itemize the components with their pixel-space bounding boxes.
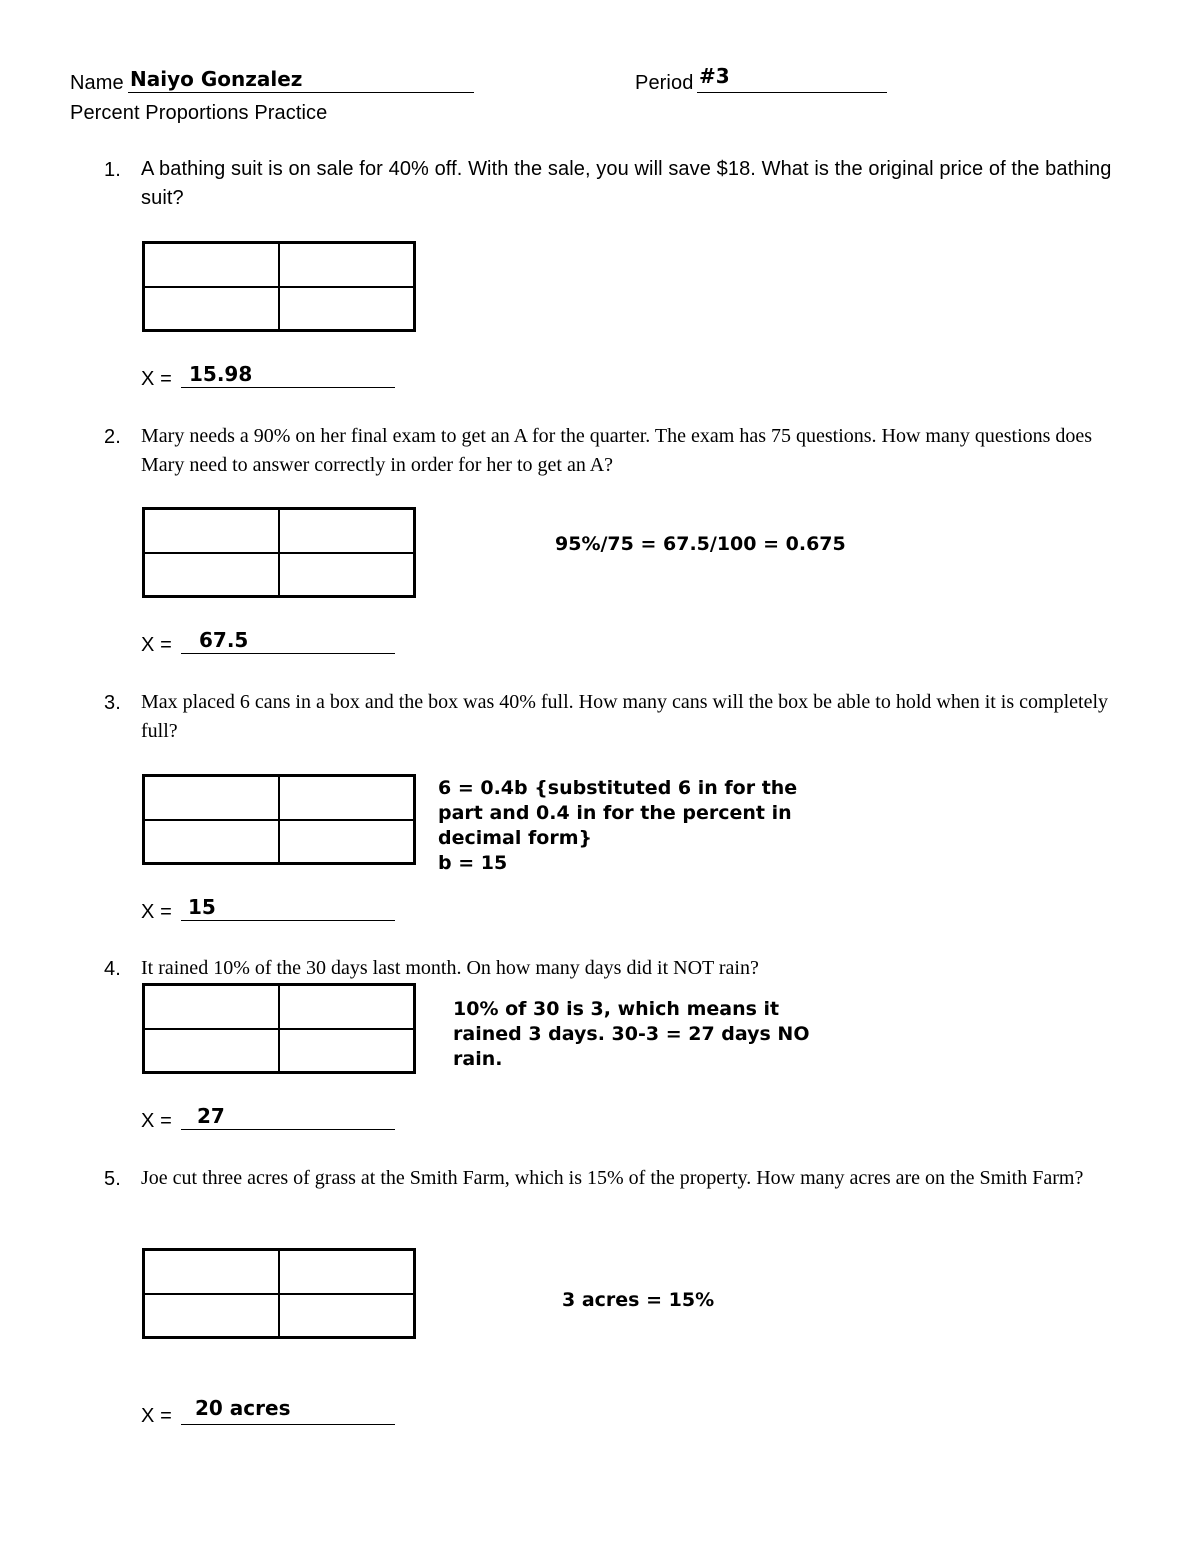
question-text: Max placed 6 cans in a box and the box was 40% full. How many cans will the box be able to hold when it is completely full? xyxy=(141,691,1109,742)
name-underline xyxy=(128,92,474,93)
question-number: 5. xyxy=(104,1168,121,1190)
period-value[interactable]: #3 xyxy=(699,64,730,88)
answer-value[interactable]: 15.98 xyxy=(189,362,253,386)
answer-underline xyxy=(181,1129,395,1130)
answer-value[interactable]: 67.5 xyxy=(199,628,249,652)
question-number: 2. xyxy=(104,426,121,448)
answer-underline xyxy=(181,387,395,388)
name-label: Name xyxy=(70,72,124,94)
proportion-grid xyxy=(142,983,416,1074)
worksheet-title: Percent Proportions Practice xyxy=(70,102,328,124)
answer-underline xyxy=(181,920,395,921)
proportion-grid xyxy=(142,1248,416,1339)
answer-value[interactable]: 15 xyxy=(188,895,216,919)
x-label: X = xyxy=(141,1405,172,1427)
question-text: A bathing suit is on sale for 40% off. With the sale, you will save $18. What is the original price of the bathing suit? xyxy=(141,158,1112,209)
x-label: X = xyxy=(141,1110,172,1132)
answer-underline xyxy=(181,653,395,654)
x-label: X = xyxy=(141,901,172,923)
work-note: 95%/75 = 67.5/100 = 0.675 xyxy=(555,533,846,555)
question-text: Joe cut three acres of grass at the Smith Farm, which is 15% of the property. How many acres are on the Smith Farm? xyxy=(141,1167,1084,1189)
period-underline xyxy=(697,92,887,93)
answer-underline xyxy=(181,1424,395,1425)
student-name[interactable]: Naiyo Gonzalez xyxy=(130,67,303,91)
answer-value[interactable]: 27 xyxy=(197,1104,225,1128)
proportion-grid xyxy=(142,774,416,865)
question-text: It rained 10% of the 30 days last month. On how many days did it NOT rain? xyxy=(141,957,759,979)
question-number: 1. xyxy=(104,159,121,181)
question-number: 4. xyxy=(104,958,121,980)
proportion-grid xyxy=(142,507,416,598)
work-note: 10% of 30 is 3, which means it rained 3 days. 30-3 = 27 days NO rain. xyxy=(453,998,810,1070)
x-label: X = xyxy=(141,634,172,656)
question-text: Mary needs a 90% on her final exam to get an A for the quarter. The exam has 75 questions. How many questions does Mary need to answer correctly in order for her to get an A? xyxy=(141,425,1093,476)
x-label: X = xyxy=(141,368,172,390)
work-note: 3 acres = 15% xyxy=(562,1289,715,1311)
work-note: 6 = 0.4b {substituted 6 in for the part and 0.4 in for the percent in decimal form} b = 15 xyxy=(438,777,798,874)
question-number: 3. xyxy=(104,692,121,714)
period-label: Period xyxy=(635,72,694,94)
proportion-grid xyxy=(142,241,416,332)
answer-value[interactable]: 20 acres xyxy=(195,1396,291,1420)
